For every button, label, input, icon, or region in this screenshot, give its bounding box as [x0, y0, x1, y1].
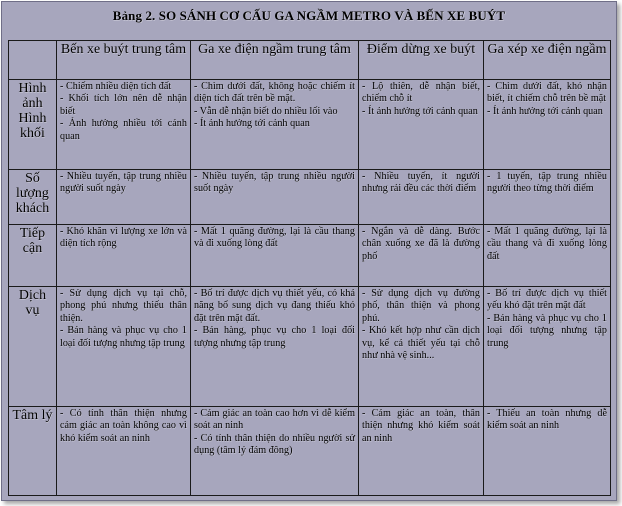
cell-line: - Nhiều tuyến, tập trung nhiều người suốt ngày — [194, 171, 355, 195]
cell-line: - Khó khăn vì lượng xe lớn và diện tích rộng — [60, 226, 187, 250]
corner-cell — [9, 41, 57, 80]
cell-line: - Nhiều tuyến, ít người nhưng rải đều các thời điểm — [362, 171, 480, 195]
table-row — [9, 287, 611, 407]
cell-line: - Thiếu an toàn nhưng dễ kiểm soát an ninh — [487, 408, 607, 432]
cell-line: - Chìm dưới đất, khó nhận biết, ít chiếm chỗ trên bề mặt — [487, 81, 607, 105]
header-row — [9, 41, 611, 80]
cell-line: - Lộ thiên, dễ nhận biết, chiếm chỗ ít — [362, 81, 480, 105]
cell-line: - Bán hàng và phục vụ cho 1 loại đối tượng nhưng tập trung — [60, 325, 187, 349]
table-cell — [57, 225, 191, 287]
cell-line: - 1 tuyến, tập trung nhiều người theo từng thời điểm — [487, 171, 607, 195]
cell-line: - Ngắn và dễ dàng. Bước chân xuống xe đã là đường phố — [362, 226, 480, 262]
cell-line: - Bố trí được dịch vụ thiết yếu, có khả năng bổ sung dịch vụ đang thiếu khó đặt trên mặt đất. — [194, 288, 355, 324]
cell-line: - Vẫn dễ nhận biết do nhiều lối vào — [194, 105, 338, 117]
row-header: Số lượng khách — [9, 170, 57, 225]
cell-line: - Bố trí được dịch vụ thiết yếu khó đặt trên mặt đất — [487, 288, 607, 312]
table-frame — [1, 1, 617, 501]
table-row — [9, 407, 611, 496]
table-cell — [359, 80, 484, 170]
cell-line: - Ít ảnh hưởng tới cảnh quan — [362, 105, 478, 117]
table-cell — [191, 80, 359, 170]
cell-line: - Chiếm nhiều diện tích đất — [60, 81, 172, 92]
column-header: Bến xe buýt trung tâm — [57, 41, 191, 80]
table-row — [9, 80, 611, 170]
column-header: Ga xép xe điện ngầm — [484, 41, 611, 80]
cell-line: - Ít ảnh hưởng tới cảnh quan — [194, 118, 310, 130]
row-header: Tâm lý — [9, 407, 57, 496]
cell-line: - Khối tích lớn nên dễ nhận biết — [60, 93, 187, 117]
comparison-table — [8, 40, 611, 496]
table-cell — [191, 225, 359, 287]
table-cell — [359, 170, 484, 225]
cell-line: - Ảnh hưởng nhiều tới cảnh quan — [60, 118, 187, 142]
table-cell — [359, 225, 484, 287]
table-cell — [57, 170, 191, 225]
row-header: Hình ảnh Hình khối — [9, 80, 57, 170]
table-cell — [191, 287, 359, 407]
row-header: Dịch vụ — [9, 287, 57, 407]
table-cell — [359, 407, 484, 496]
table-cell — [191, 407, 359, 496]
table-caption: Bảng 2. SO SÁNH CƠ CẤU GA NGẦM METRO VÀ BẾN XE BUÝT — [112, 8, 506, 23]
table-cell — [57, 287, 191, 407]
table-cell — [484, 80, 611, 170]
cell-line: - Sử dụng dịch vụ đường phố, thân thiện và phong phú. — [362, 288, 480, 324]
column-header: Điểm dừng xe buýt — [359, 41, 484, 80]
table-cell — [191, 170, 359, 225]
cell-line: - Mất 1 quãng đường, lại là cầu thang và đi xuống lòng đất — [487, 226, 607, 262]
column-header: Ga xe điện ngầm trung tâm — [191, 41, 359, 80]
cell-line: - Cảm giác an toàn cao hơn vì dễ kiểm soát an ninh — [194, 408, 355, 432]
row-header: Tiếp cận — [9, 225, 57, 287]
table-row — [9, 225, 611, 287]
cell-line: - Có tính thân thiện nhưng cảm giác an toàn không cao vì khó kiểm soát an ninh — [60, 408, 187, 444]
cell-line: - Khó kết hợp như cần dịch vụ, kể cả thiết yếu tại chỗ như nhà vệ sinh... — [362, 325, 480, 362]
cell-line: - Bán hàng, phục vụ cho 1 loại đối tượng nhưng tập trung — [194, 325, 355, 349]
cell-line: - Chìm dưới đất, không hoặc chiếm ít diện tích đất trên bề mặt. — [194, 81, 355, 105]
table-cell — [57, 407, 191, 496]
table-cell — [359, 287, 484, 407]
cell-line: - Có tính thân thiện do nhiều người sử dụng (tâm lý đám đông) — [194, 432, 355, 457]
table-cell — [484, 225, 611, 287]
cell-line: - Sử dụng dịch vụ tại chỗ, phong phú nhưng thiếu thân thiện. — [60, 288, 187, 324]
table-cell — [57, 80, 191, 170]
table-cell — [484, 407, 611, 496]
cell-line: - Cảm giác an toàn, thân thiện nhưng khó kiểm soát an ninh — [362, 408, 480, 444]
cell-line: - Ít ảnh hưởng tới cảnh quan — [487, 105, 603, 117]
table-cell — [484, 170, 611, 225]
cell-line: - Mất 1 quãng đường, lại là cầu thang và đi xuống lòng đất — [194, 226, 355, 250]
table-row — [9, 170, 611, 225]
cell-line: - Nhiều tuyến, tập trung nhiều người suốt ngày — [60, 171, 187, 195]
cell-line: - Bán hàng và phục vụ cho 1 loại đối tượng nhưng tập trung — [487, 312, 607, 349]
table-cell — [484, 287, 611, 407]
